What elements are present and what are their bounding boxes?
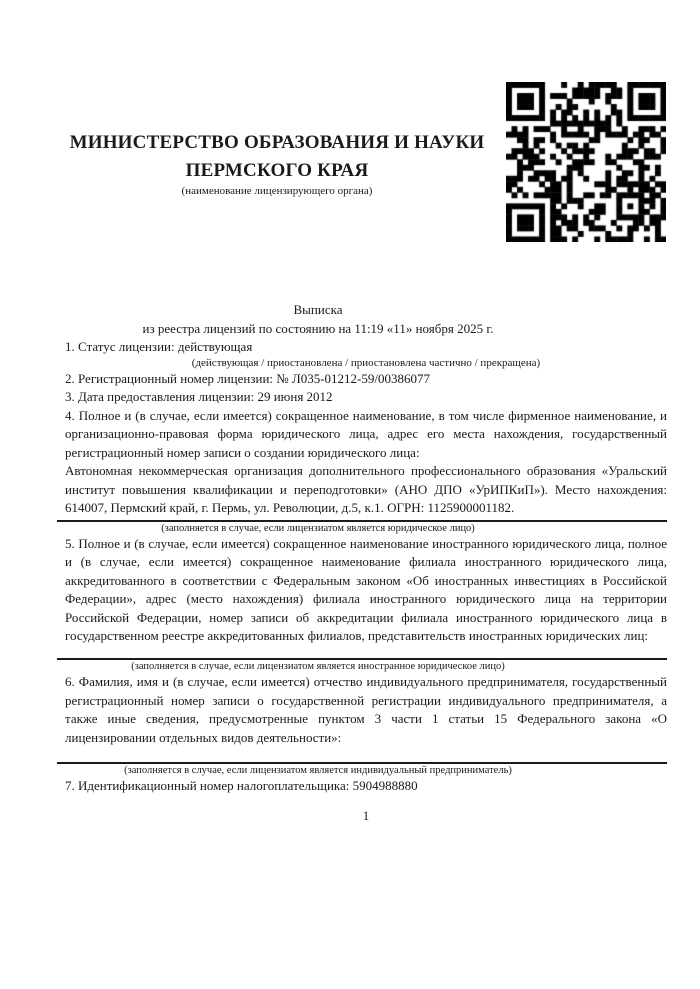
item-taxpayer-number: 7. Идентификационный номер налогоплательщика: 5904988880 <box>65 778 418 793</box>
item-foreign-entity-caption: (заполняется в случае, если лицензиатом является иностранное юридическое лицо) <box>131 661 505 672</box>
item-registration-number: 2. Регистрационный номер лицензии: № Л035-01212-59/00386077 <box>65 370 431 386</box>
item-license-grant-date: 3. Дата предоставления лицензии: 29 июня 2012 <box>65 389 333 404</box>
qr-code <box>506 82 666 242</box>
ministry-name-line2: ПЕРМСКОГО КРАЯ <box>185 160 369 181</box>
item-legal-entity-value: Автономная некоммерческая организация дополнительного профессионального образования «Уральский институт повышения квалификации и переподготовки» (АНО ДПО «УрИПКиП»). Место нахождения: 614007, Пермский край, г. Пермь, ул. Революции, д.5, к.1. ОГРН: 1125900001182. <box>65 463 667 515</box>
document-title <box>65 301 571 338</box>
item-entrepreneur-heading: 6. Фамилия, имя и (в случае, если имеется) отчество индивидуального предпринимателя, государственный регистрационный номер записи о государственной регистрации индивидуального предпринимателя, а также иные сведения, предусмотренные пунктом 3 части 1 статьи 15 Федерального закона «О лицензировании отдельных видов деятельности»: <box>65 674 667 745</box>
licensing-authority-header <box>47 0 507 198</box>
item-license-status: 1. Статус лицензии: действующая <box>65 339 253 354</box>
document-title-line2: из реестра лицензий по состоянию на 11:19 «11» ноября 2025 г. <box>142 320 494 336</box>
item-license-status-caption: (действующая / приостановлена / приостановлена частично / прекращена) <box>191 356 541 369</box>
item-legal-entity-heading: 4. Полное и (в случае, если имеется) сокращенное наименование, в том числе фирменное наименование, и организационно-правовая форма юридического лица, адрес его места нахождения, государственный регистрационный номер записи о создании юридического лица: <box>65 407 667 460</box>
ministry-name-line1: МИНИСТЕРСТВО ОБРАЗОВАНИЯ И НАУКИ <box>69 132 485 153</box>
document-body <box>0 301 700 826</box>
document-title-line1: Выписка <box>293 302 343 317</box>
licensing-authority-caption: (наименование лицензирующего органа) <box>181 185 373 197</box>
item-entrepreneur-caption: (заполняется в случае, если лицензиатом является индивидуальный предприниматель) <box>124 765 512 776</box>
page-number: 1 <box>362 808 370 823</box>
item-foreign-entity-heading: 5. Полное и (в случае, если имеется) сокращенное наименование иностранного юридического лица, полное и (в случае, если имеется) сокращенное наименование филиала иностранного юридического лица, аккредитованного в соответствии с Федеральным законом «Об иностранных инвестициях в Российской Федерации», адрес (место нахождения) филиала иностранного юридического лица на территории Российской Федерации, номер записи об аккредитации филиала иностранного юридического лица в государственном реестре аккредитованных филиалов, представительств иностранных юридических лиц: <box>65 535 667 643</box>
item-legal-entity-caption: (заполняется в случае, если лицензиатом является юридическое лицо) <box>161 522 475 534</box>
